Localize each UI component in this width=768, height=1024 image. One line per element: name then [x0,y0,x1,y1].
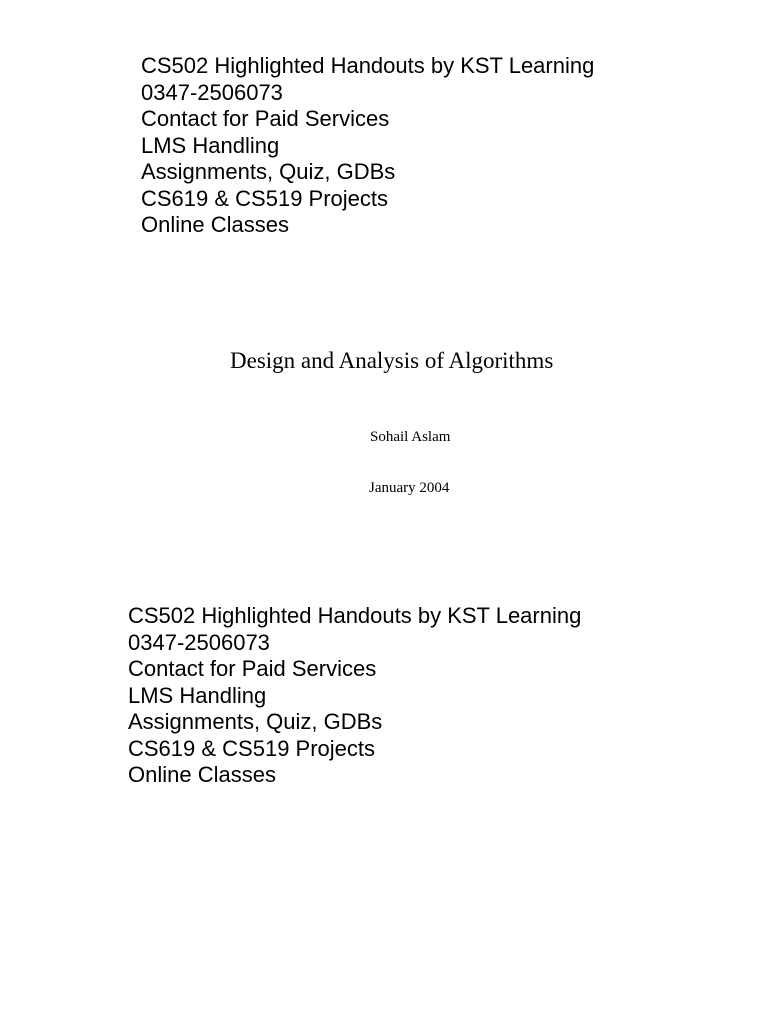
advert-line-contact: Contact for Paid Services [128,656,377,681]
advert-line-heading: CS502 Highlighted Handouts by KST Learning [128,603,582,628]
bottom-advert-block [128,603,581,789]
advert-line-contact: Contact for Paid Services [141,106,390,131]
document-date: January 2004 [369,480,450,496]
advert-line-heading: CS502 Highlighted Handouts by KST Learning [141,53,595,78]
advert-line-projects: CS619 & CS519 Projects [141,185,389,211]
advert-line-phone: 0347-2506073 [128,629,270,655]
top-advert-block [141,53,594,239]
advert-line-lms: LMS Handling [141,132,280,158]
advert-line-lms: LMS Handling [128,682,267,708]
advert-line-assignments: Assignments, Quiz, GDBs [141,159,396,184]
advert-line-classes: Online Classes [141,212,289,237]
advert-line-assignments: Assignments, Quiz, GDBs [128,709,383,734]
document-title: Design and Analysis of Algorithms [230,348,554,373]
document-author: Sohail Aslam [370,429,451,445]
advert-line-classes: Online Classes [128,762,276,787]
advert-line-phone: 0347-2506073 [141,79,283,105]
advert-line-projects: CS619 & CS519 Projects [128,735,376,761]
